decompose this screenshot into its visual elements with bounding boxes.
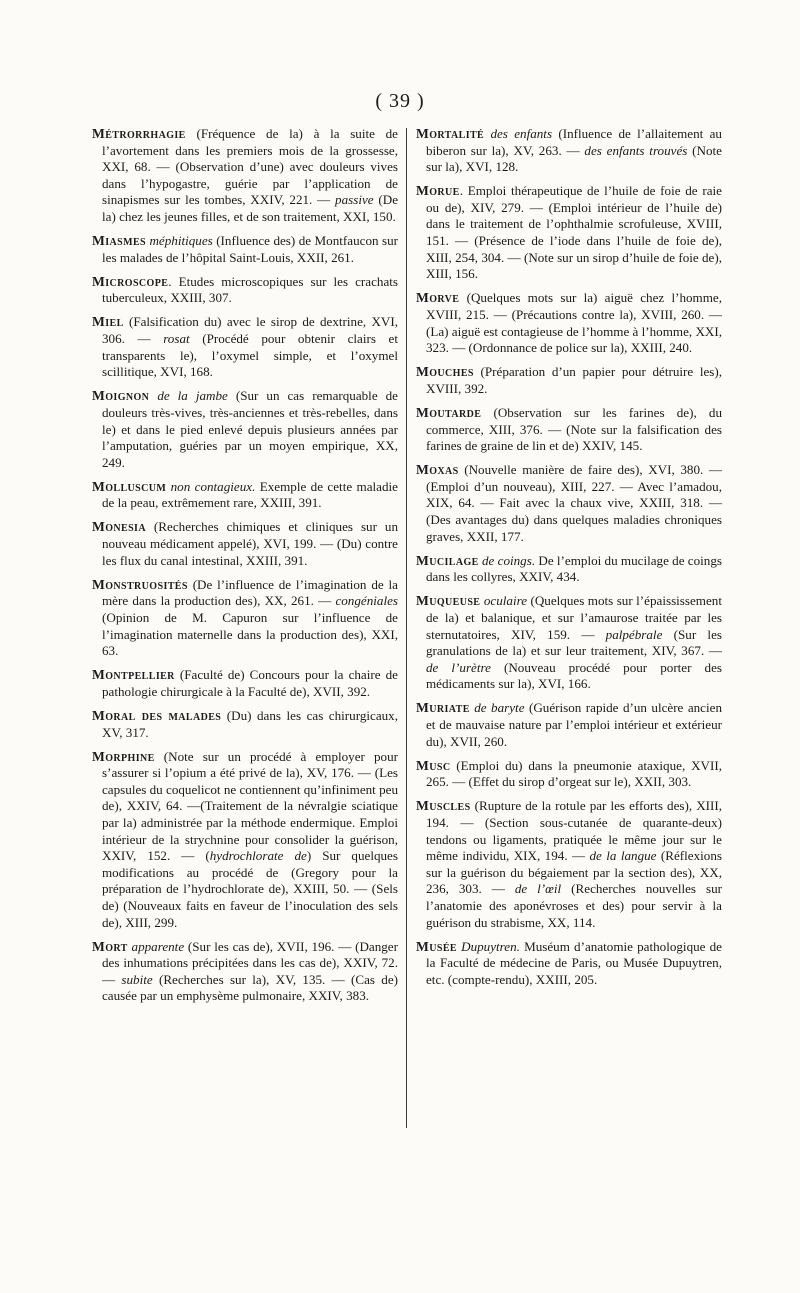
entry-headword: Mucilage (416, 552, 479, 568)
index-entry-mort (92, 939, 398, 1005)
entry-text: Muséum d’anatomie pathologique de la Faculté de médecine de Paris, ou Musée Dupuytren, etc. (compte-rendu), XXIII, 205. (426, 938, 722, 987)
entry-text: . Etudes microscopiques sur les crachats tuberculeux, XXIII, 307. (102, 273, 398, 306)
entry-text: (De la) chez les jeunes filles, et de son traitement, XXI, 150. (102, 192, 399, 224)
entry-text: (Recherches chimiques et cliniques sur un nouveau médicament appelé), XVI, 199. — (Du) contre les flux du canal intestinal, XXIII, 391. (102, 519, 398, 568)
entry-text: (Recherches nouvelles sur l’anatomie des aponévroses et des) pour servir à la guérison du strabisme, XX, 114. (426, 881, 722, 930)
entry-qualifier: de coings. (482, 552, 536, 568)
entry-headword: Molluscum (92, 478, 167, 494)
entry-qualifier: des enfants (490, 126, 553, 141)
entry-qualifier: de la jambe (157, 388, 228, 404)
entry-text: (Quelques mots sur la) aiguë chez l’homme, XVIII, 215. — (Précautions contre la), XVIII, 260. — (La) aiguë est contagieuse de l’homme à l’homme, XXI, 323. — (Ordonnance de police sur la), XXIII, 240. (426, 290, 722, 356)
entry-headword: Métrorrhagie (92, 126, 186, 141)
index-entry-monstruosites (92, 577, 398, 660)
entry-text: (Opinion de M. Capuron sur l’influence de l’imagination maternelle dans la production des), XXI, 63. (102, 609, 398, 659)
entry-qualifier: hydrochlorate de (209, 848, 307, 864)
index-entry-morve (416, 290, 722, 356)
entry-qualifier: congéniales (335, 593, 398, 609)
entry-text: (Sur un cas remarquable de douleurs très-vives, très-anciennes et très-rebelles, dans le) et dans le pied enlevé depuis plusieurs années par l’amputation, guéries par un moyen empirique, XX, 249. (102, 388, 398, 470)
column-divider (406, 128, 407, 1128)
entry-headword: Moutarde (416, 404, 482, 420)
entry-qualifier: rosat (163, 331, 190, 347)
entry-headword: Monstruosités (92, 576, 188, 592)
entry-headword: Morue (416, 183, 460, 199)
entry-text: (Préparation d’un papier pour détruire les), XVIII, 392. (426, 364, 722, 396)
index-entry-montpellier (92, 667, 398, 700)
entry-headword: Microscope (92, 273, 169, 289)
entry-headword: Mortalité (416, 126, 485, 141)
entry-headword: Moignon (92, 388, 150, 404)
left-column (92, 126, 398, 1013)
index-entry-mortalite (416, 126, 722, 176)
index-entry-miel (92, 314, 398, 380)
index-entry-microscope (92, 274, 398, 307)
index-entry-muscles (416, 798, 722, 931)
entry-headword: Muqueuse (416, 593, 481, 609)
entry-headword: Morphine (92, 748, 155, 764)
entry-qualifier: méphitiques (149, 233, 213, 249)
entry-text: (Note sur la), XVI, 128. (426, 142, 722, 175)
entry-text: ) Sur quelques modifications au procédé de (Gregory pour la préparation de l’hydrochlorate de), XXIII, 50. — (Sels de) (Nouveaux faits en faveur de l’inoculation des sels de), XIII, 299. (102, 848, 398, 930)
index-entry-mucilage (416, 553, 722, 586)
index-entry-moutarde (416, 405, 722, 455)
entry-headword: Miasmes (92, 233, 146, 249)
index-entry-moral-des-malades (92, 708, 398, 741)
index-entry-morue (416, 183, 722, 283)
entry-text: (Réflexions sur la guérison du bégaiement par la section des), XX, 236, 303. — (426, 848, 722, 897)
entry-qualifier: de la langue (589, 848, 657, 864)
index-entry-musee (416, 939, 722, 989)
entry-headword: Morve (416, 290, 460, 306)
entry-qualifier: apparente (131, 938, 185, 954)
index-entry-metrorrhagie (92, 126, 398, 226)
entry-qualifier: de baryte (474, 700, 525, 716)
entry-text: (Influence des) de Montfaucon sur les malades de l’hôpital Saint-Louis, XXII, 261. (102, 233, 398, 265)
entry-text: (Fréquence de la) à la suite de l’avortement dans les premiers mois de la grossesse, XXI, 68. — (Observation d’une) avec douleurs vives dans l’hypogastre, guérie par l’application de sinapismes sur les tombes, XXIV, 221. — (102, 126, 398, 208)
entry-qualifier: Dupuytren. (461, 938, 520, 954)
entry-headword: Moxas (416, 462, 459, 478)
entry-qualifier: oculaire (483, 593, 528, 609)
entry-text: (Nouveau procédé pour porter des médicaments sur la), XVI, 166. (426, 659, 722, 692)
entry-headword: Musée (416, 938, 457, 954)
entry-text: (Observation sur les farines de), du commerce, XIII, 376. — (Note sur la falsification des farines de graine de lin et de) XXIV, 145. (426, 404, 722, 454)
entry-text: (Du) dans les cas chirurgicaux, XV, 317. (102, 707, 399, 740)
index-entry-moxas (416, 462, 722, 545)
entry-headword: Muriate (416, 700, 470, 716)
entry-qualifier: non contagieux. (170, 478, 256, 494)
entry-qualifier: de l’urètre (426, 659, 491, 675)
entry-headword: Muscles (416, 798, 471, 814)
entry-text: (Influence de l’allaitement au biberon sur la), XV, 263. — (426, 126, 722, 158)
entry-text: (De l’influence de l’imagination de la mère dans la production des), XX, 261. — (102, 576, 398, 609)
entry-qualifier: palpébrale (605, 626, 663, 642)
entry-qualifier: subite (121, 971, 153, 987)
index-entry-monesia (92, 519, 398, 569)
page-number: ( 39 ) (375, 90, 425, 112)
entry-text: (Quelques mots sur l’épaississement de la) et balanique, et sur l’amaurose traitée par les sternutatoires, XIV, 159. — (426, 593, 722, 642)
index-entry-muqueuse (416, 593, 722, 693)
entry-headword: Musc (416, 757, 451, 773)
index-entry-musc (416, 758, 722, 791)
entry-headword: Miel (92, 314, 124, 330)
index-entry-molluscum (92, 479, 398, 512)
entry-qualifier: des enfants trouvés (584, 142, 688, 158)
entry-text: (Sur les cas de), XVII, 196. — (Danger des inhumations précipitées dans les cas de), XXIV, 72. — (102, 938, 398, 987)
entry-headword: Mort (92, 938, 128, 954)
entry-text: (Falsification du) avec le sirop de dextrine, XVI, 306. — (102, 314, 398, 347)
index-entry-moignon (92, 388, 398, 471)
entry-qualifier: de l’œil (514, 881, 562, 897)
index-entry-morphine (92, 749, 398, 932)
entry-text: (Sur les granulations de la) et sur leur traitement, XIV, 367. — (426, 626, 722, 659)
entry-text: (Recherches sur la), XV, 135. — (Cas de) causée par un emphysème pulmonaire, XXIV, 383. (102, 971, 398, 1004)
entry-text: (Procédé pour obtenir clairs et transparents le), l’oxymel simple, et l’oxymel scillitique, XVI, 168. (102, 331, 398, 380)
entry-text: (Rupture de la rotule par les efforts des), XIII, 194. — (Section sous-cutanée de quarante-deux) tendons ou ligaments, pratiquée le même jour sur le même individu, XIX, 194. — (426, 798, 722, 864)
entry-headword: Montpellier (92, 667, 175, 683)
index-entry-muriate (416, 700, 722, 750)
entry-qualifier: passive (335, 192, 374, 208)
index-entry-mouches (416, 364, 722, 397)
entry-text: (Nouvelle manière de faire des), XVI, 380. — (Emploi d’un nouveau), XIII, 227. — Avec l’amadou, XIX, 64. — Fait avec la chaux vive, XXIII, 318. — (Des avantages du) dans quelques maladies chroniques graves, XXII, 177. (426, 462, 722, 544)
entry-headword: Monesia (92, 519, 146, 535)
index-entry-miasmes (92, 233, 398, 266)
right-column (416, 126, 722, 996)
entry-headword: Mouches (416, 364, 474, 380)
entry-text: (Faculté de) Concours pour la chaire de pathologie chirurgicale à la Faculté de), XVII, 392. (102, 667, 398, 699)
entry-text: (Note sur un procédé à employer pour s’assurer si l’opium a été privé de la), XV, 176. — (Les capsules du coquelicot ne contiennent qu’infiniment peu de), XXIV, 64. —(Traitement de la névralgie sciatique par la) administrée par la méthode endermique. Emploi intérieur de la strychnine pour consolider la guérison, XXIV, 152. — ( (102, 748, 398, 864)
entry-headword: Moral des malades (92, 707, 222, 723)
entry-text: De l’emploi du mucilage de coings dans les collyres, XXIV, 434. (426, 552, 722, 585)
entry-text: . Emploi thérapeutique de l’huile de foie de raie ou de), XIV, 279. — (Emploi intérieur de l’huile de) dans le traitement de l’ophthalmie scrofuleuse, XVIII, 151. — (Présence de l’iode dans l’huile de foie de), XIII, 254, 304. — (Note sur un sirop d’huile de foie de), XIII, 156. (426, 183, 722, 282)
entry-text: (Guérison rapide d’un ulcère ancien et de mauvaise nature par l’emploi intérieur et extérieur du), XVII, 260. (426, 700, 722, 749)
entry-text: (Emploi du) dans la pneumonie ataxique, XVII, 265. — (Effet du sirop d’orgeat sur le), XXII, 303. (426, 757, 722, 790)
entry-text: Exemple de cette maladie de la peau, extrêmement rare, XXIII, 391. (102, 478, 398, 511)
